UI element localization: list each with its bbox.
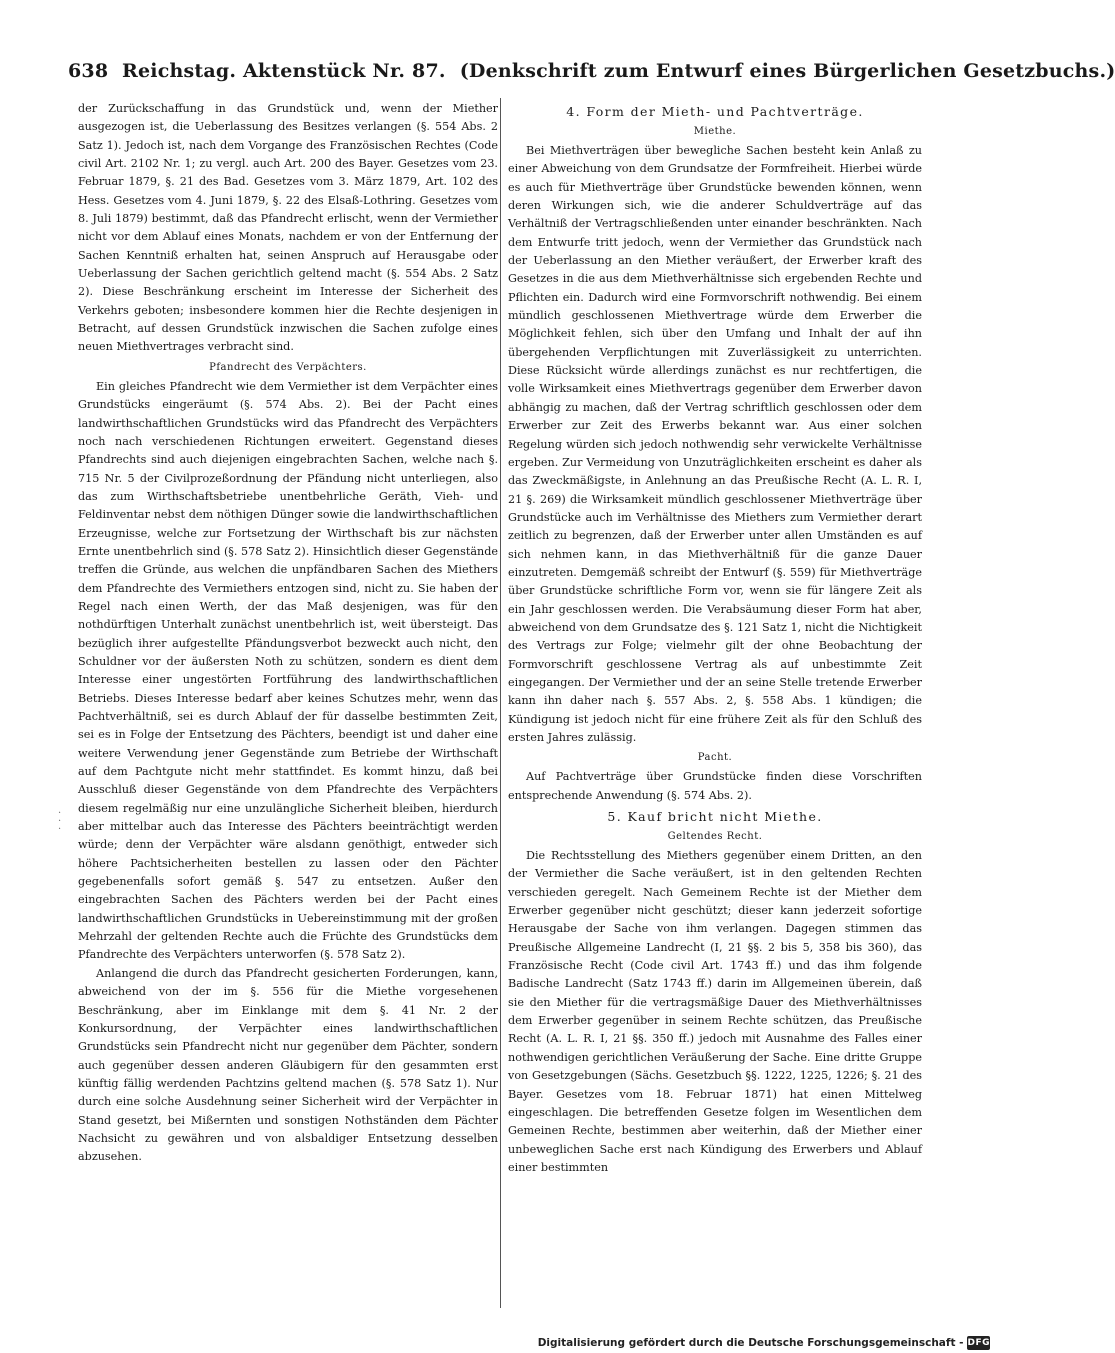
page-header bbox=[68, 60, 1115, 90]
right-paragraph-1: Bei Miethverträgen über bewegliche Sachen besteht kein Anlaß zu einer Abweichung von dem Grundsatze der Formfreiheit. Hierbei würde es auch für Miethverträge über Grundstücke bewenden können, wenn deren Wirkungen sich, wie die anderer Schuldverträge auf das Verhältniß der Vertragschließenden unter einander beschränkten. Nach dem Entwurfe tritt jedoch, wenn der Vermiether das Grundstück nach der Ueberlassung an den Miether veräußert, der Erwerber kraft des Gesetzes in die aus dem Miethverhältnisse sich ergebenden Rechte und Pflichten ein. Dadurch wird eine Formvorschrift nothwendig. Bei einem mündlich geschlossenen Miethvertrage würde dem Erwerber die Möglichkeit fehlen, sich über den Umfang und Inhalt der auf ihn übergehenden Verpflichtungen mit Zuverlässigkeit zu unterrichten. Diese Rücksicht würde allerdings zunächst es nur rechtfertigen, die volle Wirksamkeit eines Miethvertrags gegenüber dem Erwerber davon abhängig zu machen, daß der Vertrag schriftlich geschlossen oder dem Erwerber zur Zeit des Erwerbs bekannt war. Aus einer solchen Regelung würden sich jedoch nothwendig sehr verwickelte Verhältnisse ergeben. Zur Vermeidung von Unzuträglichkeiten erscheint es daher als das Zweckmäßigste, in Anlehnung an das Preußische Recht (A. L. R. I, 21 §. 269) die Wirksamkeit mündlich geschlossener Miethverträge über Grundstücke auch im Verhältnisse des Miethers zum Vermiether derart zeitlich zu begrenzen, daß der Erwerber unter allen Umständen es auf sich nehmen kann, in das Miethverhältniß für die ganze Dauer einzutreten. Demgemäß schreibt der Entwurf (§. 559) für Miethverträge über Grundstücke schriftliche Form vor, wenn sie für längere Zeit als ein Jahr geschlossen werden. Die Verabsäumung dieser Form hat aber, abweichend von dem Grundsatze des §. 121 Satz 1, nicht die Nichtigkeit des Vertrags zur Folge; vielmehr gilt der ohne Beobachtung der Formvorschrift geschlossene Vertrag als auf unbestimmte Zeit eingegangen. Der Vermiether und der an seine Stelle tretende Erwerber kann ihn daher nach §. 557 Abs. 2, §. 558 Abs. 1 kündigen; die Kündigung ist jedoch nicht für eine frühere Zeit als für den Schluß des ersten Jahres zulässig. bbox=[508, 144, 922, 744]
left-paragraph-2: Ein gleiches Pfandrecht wie dem Vermiether ist dem Verpächter eines Grundstücks eingeräumt (§. 574 Abs. 2). Bei der Pacht eines landwirthschaftlichen Grundstücks wird das Pfandrecht des Verpächters noch nach verschiedenen Richtungen erweitert. Gegenstand dieses Pfandrechts sind auch diejenigen eingebrachten Sachen, welche nach §. 715 Nr. 5 der Civilprozeßordnung der Pfändung nicht unterliegen, also das zum Wirthschaftsbetriebe unentbehrliche Geräth, Vieh- und Feldinventar nebst dem nöthigen Dünger sowie die landwirthschaftlichen Erzeugnisse, welche zur Fortsetzung der Wirthschaft bis zur nächsten Ernte unentbehrlich sind (§. 578 Satz 2). Hinsichtlich dieser Gegenstände treffen die Gründe, aus welchen die unpfändbaren Sachen des Miethers dem Pfandrechte des Vermiethers entzogen sind, nicht zu. Sie haben der Regel nach einen Werth, der das Maß desjenigen, was für den nothdürftigen Unterhalt zunächst unentbehrlich ist, weit übersteigt. Das bezüglich ihrer aufgestellte Pfändungsverbot bezweckt auch nicht, den Schuldner vor der äußersten Noth zu schützen, sondern es dient dem Interesse einer ungestörten Fortführung des landwirthschaftlichen Betriebs. Dieses Interesse bedarf aber keines Schutzes mehr, wenn das Pachtverhältniß, sei es durch Ablauf der für dasselbe bestimmten Zeit, sei es in Folge der Entsetzung des Pächters, beendigt ist und daher eine weitere Verwendung jener Gegenstände zum Betriebe der Wirthschaft auf dem Pachtgute nicht mehr stattfindet. Es kommt hinzu, daß bei Ausschluß dieser Gegenstände von dem Pfandrechte des Verpächters diesem regelmäßig nur eine unzulängliche Sicherheit bleiben, hierdurch aber mittelbar auch das Interesse des Pächters beeinträchtigt werden würde; denn der Verpächter wäre alsdann genöthigt, entweder sich höhere Pachtsicherheiten bestellen zu lassen oder den Pächter gegebenenfalls sofort gemäß §. 547 zu entsetzen. Außer den eingebrachten Sachen des Pächters werden bei der Pacht eines landwirthschaftlichen Grundstücks in Uebereinstimmung mit der großen Mehrzahl der geltenden Rechte auch die Früchte des Grundstücks dem Pfandrechte des Verpächters unterworfen (§. 578 Satz 2). bbox=[78, 379, 498, 962]
subheading-miethe: Miethe. bbox=[693, 126, 737, 137]
column-divider bbox=[500, 98, 501, 1308]
digitization-footer bbox=[537, 1334, 990, 1352]
header-title: Reichstag. Aktenstück Nr. 87. bbox=[122, 60, 446, 82]
header-subtitle: (Denkschrift zum Entwurf eines Bürgerlichen Gesetzbuchs.) bbox=[459, 60, 1115, 82]
dfg-logo-icon: DFG bbox=[967, 1338, 990, 1348]
right-paragraph-2: Auf Pachtverträge über Grundstücke finden diese Vorschriften entsprechende Anwendung (§. 574 Abs. 2). bbox=[508, 770, 922, 802]
section-heading-4: 4. Form der Mieth- und Pachtverträge. bbox=[566, 104, 864, 119]
left-paragraph-3: Anlangend die durch das Pfandrecht gesicherten Forderungen, kann, abweichend von der im §. 556 für die Miethe vorgesehenen Beschränkung, aber im Einklange mit dem §. 41 Nr. 2 der Konkursordnung, der Verpächter eines landwirthschaftlichen Grundstücks sein Pfandrecht nicht nur gegenüber dem Pächter, sondern auch gegenüber dessen anderen Gläubigern für den gesammten erst künftig fällig werdenden Pachtzins geltend machen (§. 578 Satz 1). Nur durch eine solche Ausdehnung seiner Sicherheit wird der Verpächter in Stand gesetzt, bei Mißernten und sonstigen Nothständen dem Pächter Nachsicht zu gewähren und von alsbaldiger Entsetzung desselben abzusehen. bbox=[78, 966, 498, 1164]
margin-mark: · · · bbox=[58, 808, 62, 835]
left-subheading-pfandrecht: Pfandrecht des Verpächters. bbox=[209, 361, 367, 373]
right-column bbox=[508, 100, 922, 1177]
subheading-geltendes-recht: Geltendes Recht. bbox=[667, 831, 763, 843]
left-column bbox=[78, 100, 498, 1167]
subheading-pacht: Pacht. bbox=[697, 752, 733, 764]
section-heading-5: 5. Kauf bricht nicht Miethe. bbox=[607, 809, 823, 825]
right-paragraph-3: Die Rechtsstellung des Miethers gegenüber einem Dritten, an den der Vermiether die Sache veräußert, ist in den geltenden Rechten verschieden geregelt. Nach Gemeinem Rechte ist der Miether dem Erwerber gegenüber nicht geschützt; dieser kann jederzeit sofortige Herausgabe der Sache von ihm verlangen. Dagegen stimmen das Preußische Allgemeine Landrecht (I, 21 §§. 2 bis 5, 358 bis 360), das Französische Recht (Code civil Art. 1743 ff.) und das ihm folgende Badische Landrecht (Satz 1743 ff.) darin im Allgemeinen überein, daß sie den Miether für die vertragsmäßige Dauer des Miethverhältnisses dem Erwerber gegenüber in seinem Rechte schützen, das Preußische Recht (A. L. R. I, 21 §§. 350 ff.) jedoch mit Ausnahme des Falles einer nothwendigen gerichtlichen Veräußerung der Sache. Eine dritte Gruppe von Gesetzgebungen (Sächs. Gesetzbuch §§. 1222, 1225, 1226; §. 21 des Bayer. Gesetzes vom 18. Februar 1871) hat einen Mittelweg eingeschlagen. Die betreffenden Gesetze folgen im Wesentlichen dem Gemeinen Rechte, bestimmen aber weiterhin, daß der Miether einer unbeweglichen Sache erst nach Kündigung des Erwerbers und Ablauf einer bestimmten bbox=[508, 849, 922, 1174]
page-number: 638 bbox=[68, 60, 109, 82]
footer-credit: Digitalisierung gefördert durch die Deutsche Forschungsgemeinschaft - bbox=[537, 1337, 964, 1349]
left-paragraph-1: der Zurückschaffung in das Grundstück und, wenn der Miether ausgezogen ist, die Ueberlassung des Besitzes verlangen (§. 554 Abs. 2 Satz 1). Jedoch ist, nach dem Vorgange des Französischen Rechtes (Code civil Art. 2102 Nr. 1; zu vergl. auch Art. 200 des Bayer. Gesetzes vom 23. Februar 1879, §. 21 des Bad. Gesetzes vom 3. März 1879, Art. 102 des Hess. Gesetzes vom 4. Juni 1879, §. 22 des Elsaß-Lothring. Gesetzes vom 8. Juli 1879) bestimmt, daß das Pfandrecht erlischt, wenn der Vermiether nicht vor dem Ablauf eines Monats, nachdem er von der Entfernung der Sachen Kenntniß erhalten hat, seinen Anspruch auf Herausgabe oder Ueberlassung der Sachen gerichtlich geltend macht (§. 554 Abs. 2 Satz 2). Diese Beschränkung erscheint im Interesse der Sicherheit des Verkehrs geboten; insbesondere kommen hier die Rechte desjenigen in Betracht, auf dessen Grundstück inzwischen die Sachen zufolge eines neuen Miethvertrages verbracht sind. bbox=[78, 102, 498, 354]
